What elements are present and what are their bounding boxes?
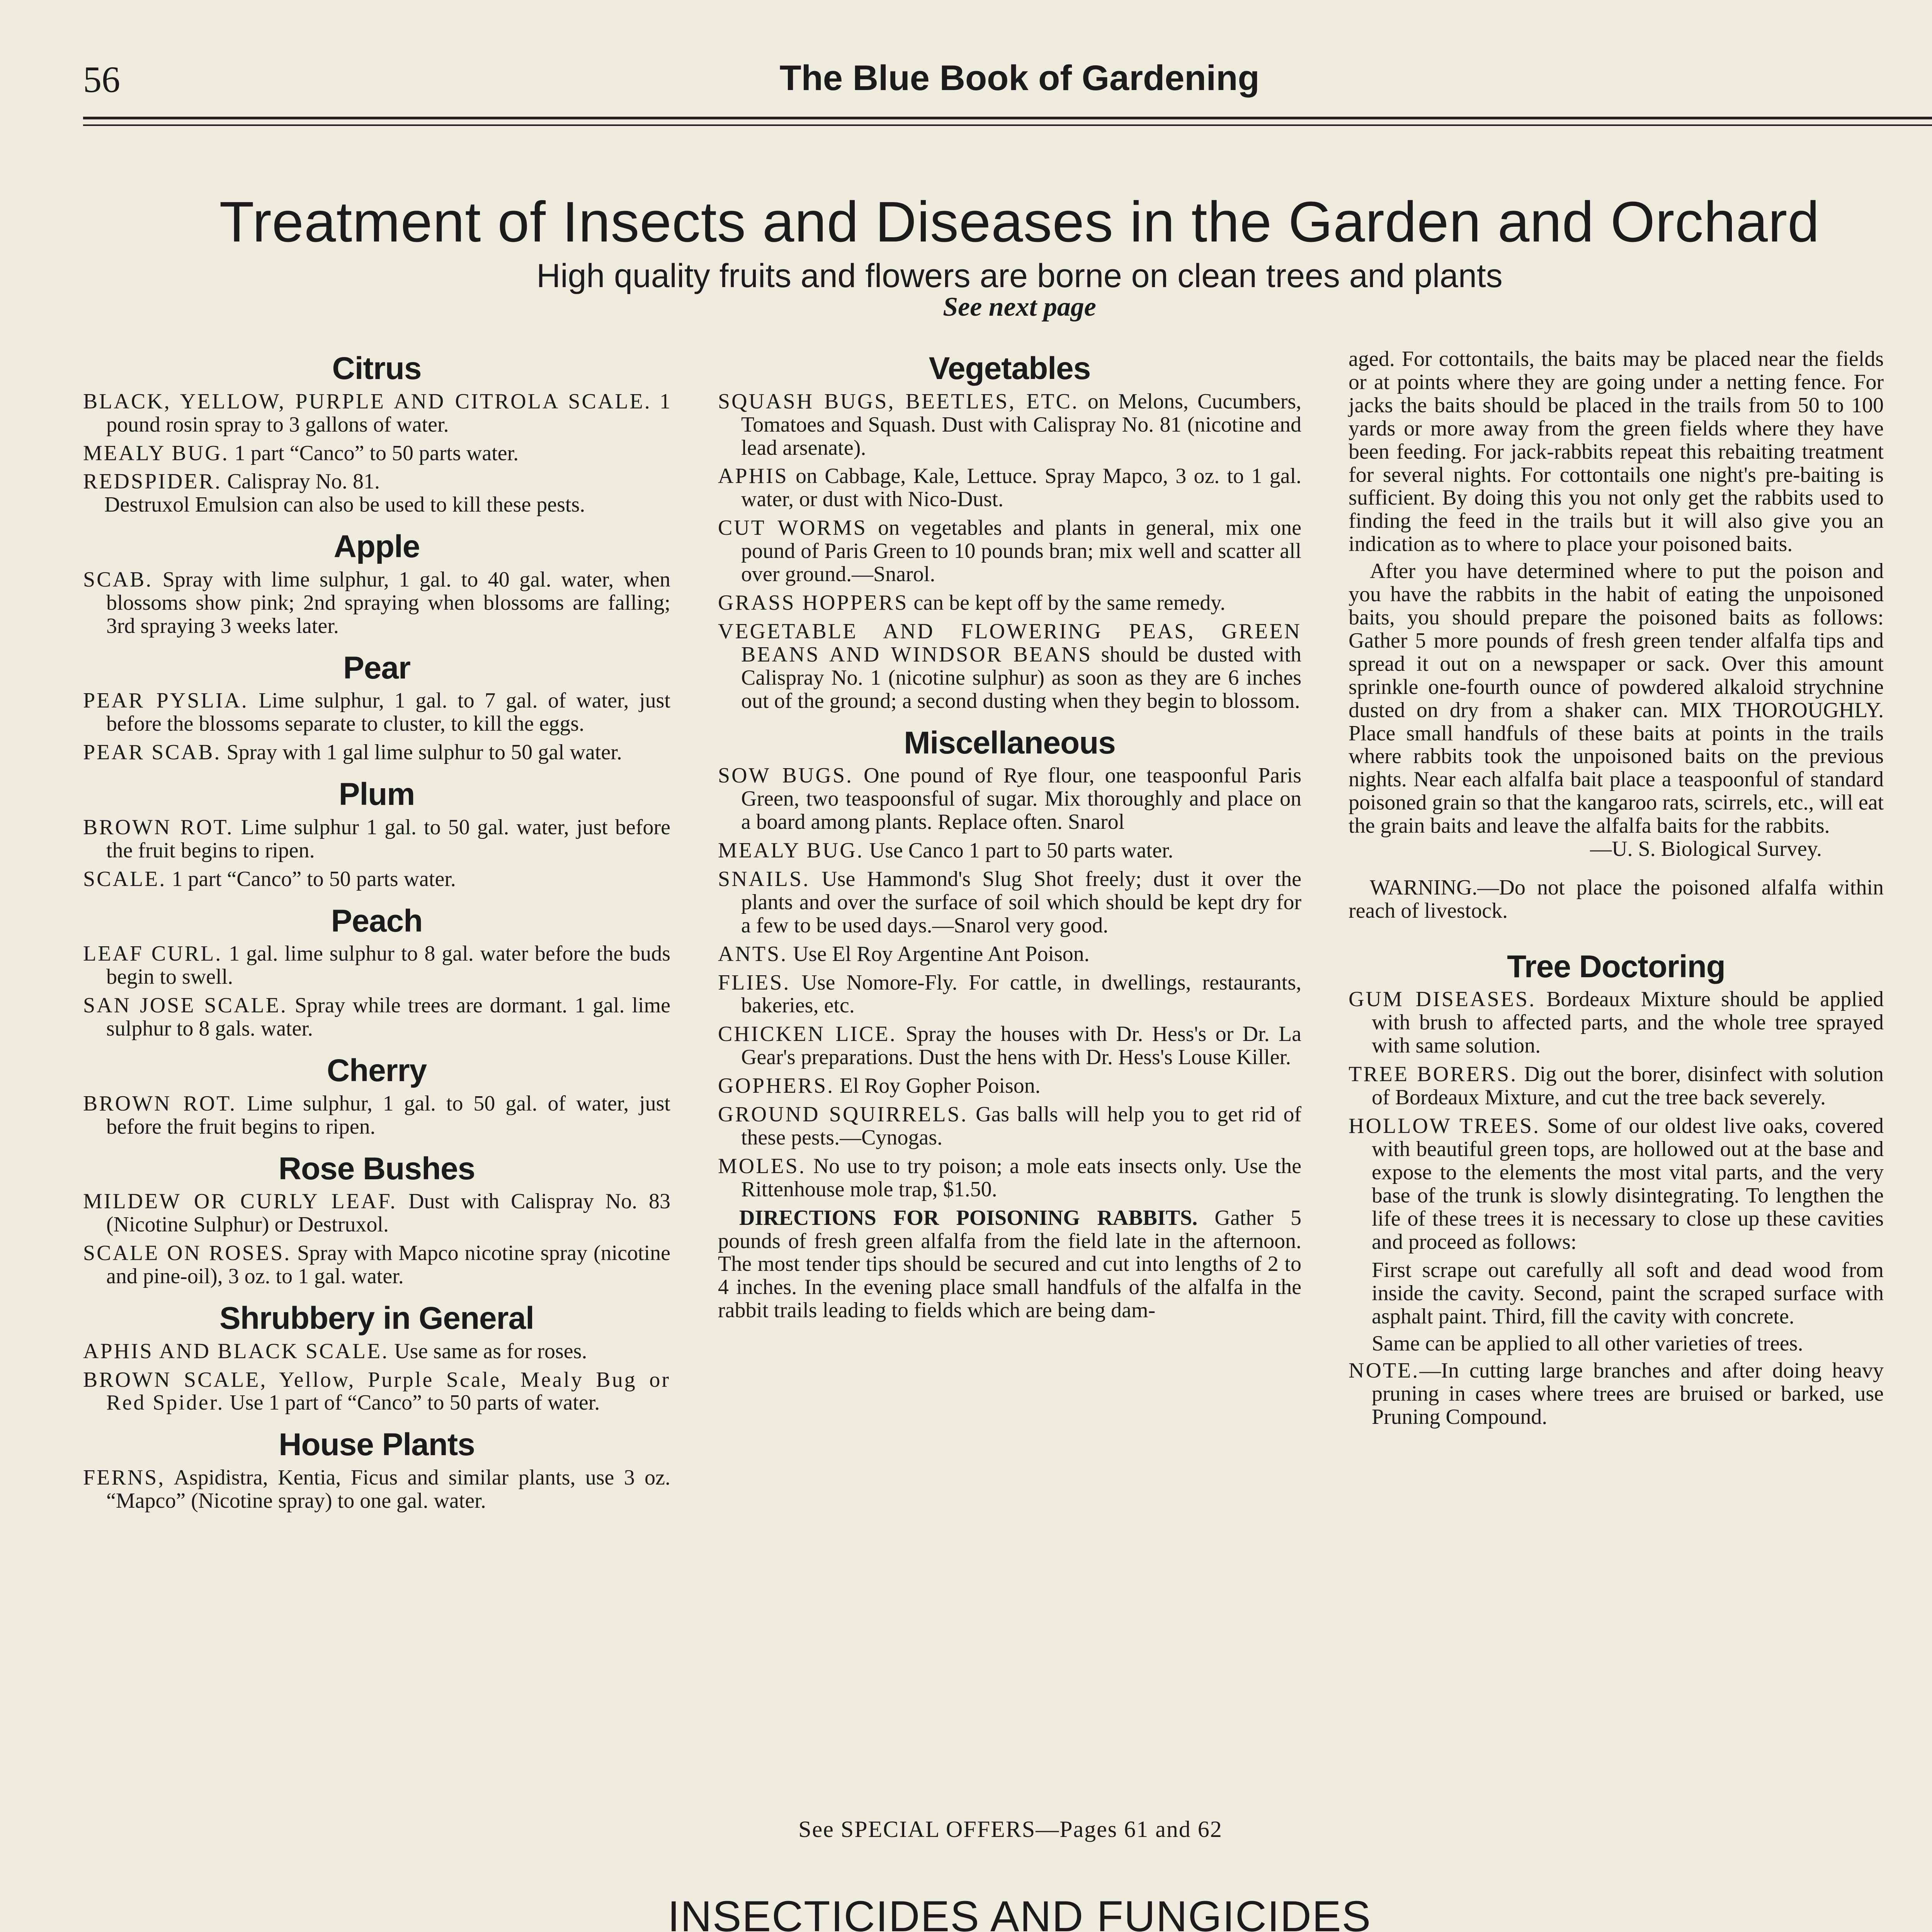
entry: SQUASH BUGS, BEETLES, ETC. on Melons, Cucumbers, Tomatoes and Squash. Dust with Calispray No. 81 (nicotine and lead arsenate). <box>718 389 1302 460</box>
entry: SAN JOSE SCALE. Spray while trees are dormant. 1 gal. lime sulphur to 8 gals. water. <box>83 993 671 1041</box>
heading-plum: Plum <box>338 777 415 812</box>
page-header <box>83 58 1932 120</box>
entry: SOW BUGS. One pound of Rye flour, one teaspoonful Paris Green, two teaspoonsful of sugar. Mix thoroughly and place on a board among plants. Replace often. Snarol <box>718 764 1301 834</box>
entry: FLIES. Use Nomore-Fly. For cattle, in dwellings, restaurants, bakeries, etc. <box>718 970 1301 1018</box>
heading-apple: Apple <box>333 529 420 565</box>
paragraph: After you have determined where to put the poison and you have the rabbits in the habit of eating the unpoisoned baits, you should prepare the poisoned baits as follows: Gather 5 more pounds of fresh green tender alfalfa tips and spread it out on a newspaper or sack. Over this amount sprinkle one-fourth ounce of powdered alkaloid strychnine dusted on dry from a shaker can. MIX THOROUGHLY. Place small handfuls of these baits at points in the trails where rabbits took the unpoisoned baits on the previous nights. Near each alfalfa bait place a teaspoonful of standard poisoned grain so that the kangaroo rats, scirrels, etc., will eat the grain baits and leave the alfalfa baits for the rabbits. <box>1349 559 1884 838</box>
special-offers-note: See SPECIAL OFFERS—Pages 61 and 62 <box>798 1816 1223 1842</box>
entry: GOPHERS. El Roy Gopher Poison. <box>718 1074 1041 1098</box>
entry: APHIS on Cabbage, Kale, Lettuce. Spray Mapco, 3 oz. to 1 gal. water, or dust with Nico-Dust. <box>718 464 1301 512</box>
entry: SCALE ON ROSES. Spray with Mapco nicotine spray (nicotine and pine-oil), 3 oz. to 1 gal. water. <box>83 1241 670 1288</box>
entry: BROWN ROT. Lime sulphur, 1 gal. to 50 gal. of water, just before the fruit begins to ripen. <box>83 1091 670 1139</box>
heading-peach: Peach <box>331 903 423 939</box>
entry: MEALY BUG. 1 part “Canco” to 50 parts water. <box>83 441 519 465</box>
heading-house-plants: House Plants <box>279 1427 475 1463</box>
entry: FERNS, Aspidistra, Kentia, Ficus and similar plants, use 3 oz. “Mapco” (Nicotine spray) to one gal. water. <box>83 1466 670 1513</box>
entry: APHIS AND BLACK SCALE. Use same as for roses. <box>83 1339 587 1363</box>
entry: GUM DISEASES. Bordeaux Mixture should be applied with brush to affected parts, and the whole tree sprayed with same solution. <box>1349 987 1884 1058</box>
entry: PEAR SCAB. Spray with 1 gal lime sulphur to 50 gal water. <box>83 740 622 765</box>
note: NOTE.—In cutting large branches and after doing heavy pruning in cases where trees are bruised or barked, use Pruning Compound. <box>1349 1359 1884 1429</box>
section-heading-insecticides: INSECTICIDES AND FUNGICIDES <box>667 1892 1372 1932</box>
entry: MOLES. No use to try poison; a mole eats insects only. Use the Rittenhouse mole trap, $1.50. <box>718 1154 1301 1201</box>
heading-pear: Pear <box>343 650 410 685</box>
heading-cherry: Cherry <box>327 1053 427 1088</box>
heading-shrubbery: Shrubbery in General <box>219 1300 534 1336</box>
heading-citrus: Citrus <box>332 351 422 386</box>
paragraph: First scrape out carefully all soft and dead wood from inside the cavity. Second, paint the scraped surface with asphalt paint. Third, fill the cavity with concrete. <box>1372 1258 1884 1329</box>
heading-rose-bushes: Rose Bushes <box>278 1151 475 1186</box>
entry: GROUND SQUIRRELS. Gas balls will help you to get rid of these pests.—Cynogas. <box>718 1102 1302 1150</box>
entry: LEAF CURL. 1 gal. lime sulphur to 8 gal. water before the buds begin to swell. <box>83 942 670 989</box>
page-title: Treatment of Insects and Diseases in the Garden and Orchard <box>219 190 1820 254</box>
entry: BROWN SCALE, Yellow, Purple Scale, Mealy Bug or Red Spider. Use 1 part of “Canco” to 50 parts of water. <box>83 1367 670 1415</box>
entry: CUT WORMS on vegetables and plants in general, mix one pound of Paris Green to 10 pounds bran; mix well and scatter all over ground.—Snarol. <box>718 516 1301 587</box>
see-next-note: See next page <box>943 292 1096 322</box>
entry: SNAILS. Use Hammond's Slug Shot freely; dust it over the plants and over the surface of soil which should be kept dry for a few to be used days.—Snarol very good. <box>718 867 1301 937</box>
heading-miscellaneous: Miscellaneous <box>904 725 1116 760</box>
entry: MEALY BUG. Use Canco 1 part to 50 parts water. <box>718 838 1173 862</box>
entry: REDSPIDER. Calispray No. 81. <box>83 469 380 494</box>
page-number: 56 <box>83 59 120 100</box>
entry-extra: Destruxol Emulsion can also be used to kill these pests. <box>104 493 585 517</box>
column-left <box>83 348 670 1518</box>
entry: GRASS HOPPERS can be kept off by the same remedy. <box>718 590 1226 615</box>
entry: VEGETABLE AND FLOWERING PEAS, GREEN BEANS AND WINDSOR BEANS should be dusted with Calispray No. 1 (nicotine sulphur) as soon as they are 6 inches out of the ground; a second dusting when they begin to blossom. <box>718 619 1301 713</box>
attribution: —U. S. Biological Survey. <box>1590 837 1822 861</box>
warning: WARNING.—Do not place the poisoned alfalfa within reach of livestock. <box>1349 875 1884 923</box>
header-rule-thin <box>83 124 1932 126</box>
running-title: The Blue Book of Gardening <box>779 58 1260 98</box>
entry: BROWN ROT. Lime sulphur 1 gal. to 50 gal. water, just before the fruit begins to ripen. <box>83 815 670 862</box>
entry: TREE BORERS. Dig out the borer, disinfect with solution of Bordeaux Mixture, and cut the tree back severely. <box>1349 1062 1884 1110</box>
entry: CHICKEN LICE. Spray the houses with Dr. Hess's or Dr. La Gear's preparations. Dust the hens with Dr. Hess's Louse Killer. <box>718 1022 1302 1070</box>
page-subtitle: High quality fruits and flowers are borne on clean trees and plants <box>536 257 1503 294</box>
column-right <box>1349 348 1884 1434</box>
entry: BLACK, YELLOW, PURPLE AND CITROLA SCALE. 1 pound rosin spray to 3 gallons of water. <box>83 389 671 437</box>
heading-tree-doctoring: Tree Doctoring <box>1507 949 1725 984</box>
entry: DIRECTIONS FOR POISONING RABBITS. Gather 5 pounds of fresh green alfalfa from the field late in the afternoon. The most tender tips should be secured and cut into lengths of 2 to 4 inches. In the evening place small handfuls of the alfalfa in the rabbit trails leading to fields which are being dam- <box>718 1206 1302 1323</box>
heading-vegetables: Vegetables <box>929 351 1091 386</box>
paragraph: Same can be applied to all other varieties of trees. <box>1372 1332 1803 1356</box>
entry: SCALE. 1 part “Canco” to 50 parts water. <box>83 867 456 891</box>
entry: SCAB. Spray with lime sulphur, 1 gal. to 40 gal. water, when blossoms show pink; 2nd spraying when blossoms are falling; 3rd spraying 3 weeks later. <box>83 568 670 638</box>
entry: HOLLOW TREES. Some of our oldest live oaks, covered with beautiful green tops, are hollowed out at the base and expose to the elements the most vital parts, and the very base of the trunk is slowly disintegrating. To lengthen the life of these trees it is necessary to close up these cavities and proceed as follows: <box>1349 1114 1884 1254</box>
header-rule <box>83 117 1932 119</box>
column-middle <box>718 348 1301 1327</box>
entry: MILDEW OR CURLY LEAF. Dust with Calispray No. 83 (Nicotine Sulphur) or Destruxol. <box>83 1189 671 1237</box>
entry: PEAR PYSLIA. Lime sulphur, 1 gal. to 7 gal. of water, just before the blossoms separate to cluster, to kill the eggs. <box>83 689 671 736</box>
entry: ANTS. Use El Roy Argentine Ant Poison. <box>718 942 1090 966</box>
paragraph: aged. For cottontails, the baits may be placed near the fields or at points where they are going under a netting fence. For jacks the baits should be placed in the trails from 50 to 100 yards or more away from the green fields where they have been feeding. For jack-rabbits repeat this rebaiting treatment for several nights. For cottontails one night's pre-baiting is sufficient. By doing this you not only get the rabbits used to finding the feed in the trails but it will also give you an indication as to where to place your poisoned baits. <box>1349 347 1884 556</box>
